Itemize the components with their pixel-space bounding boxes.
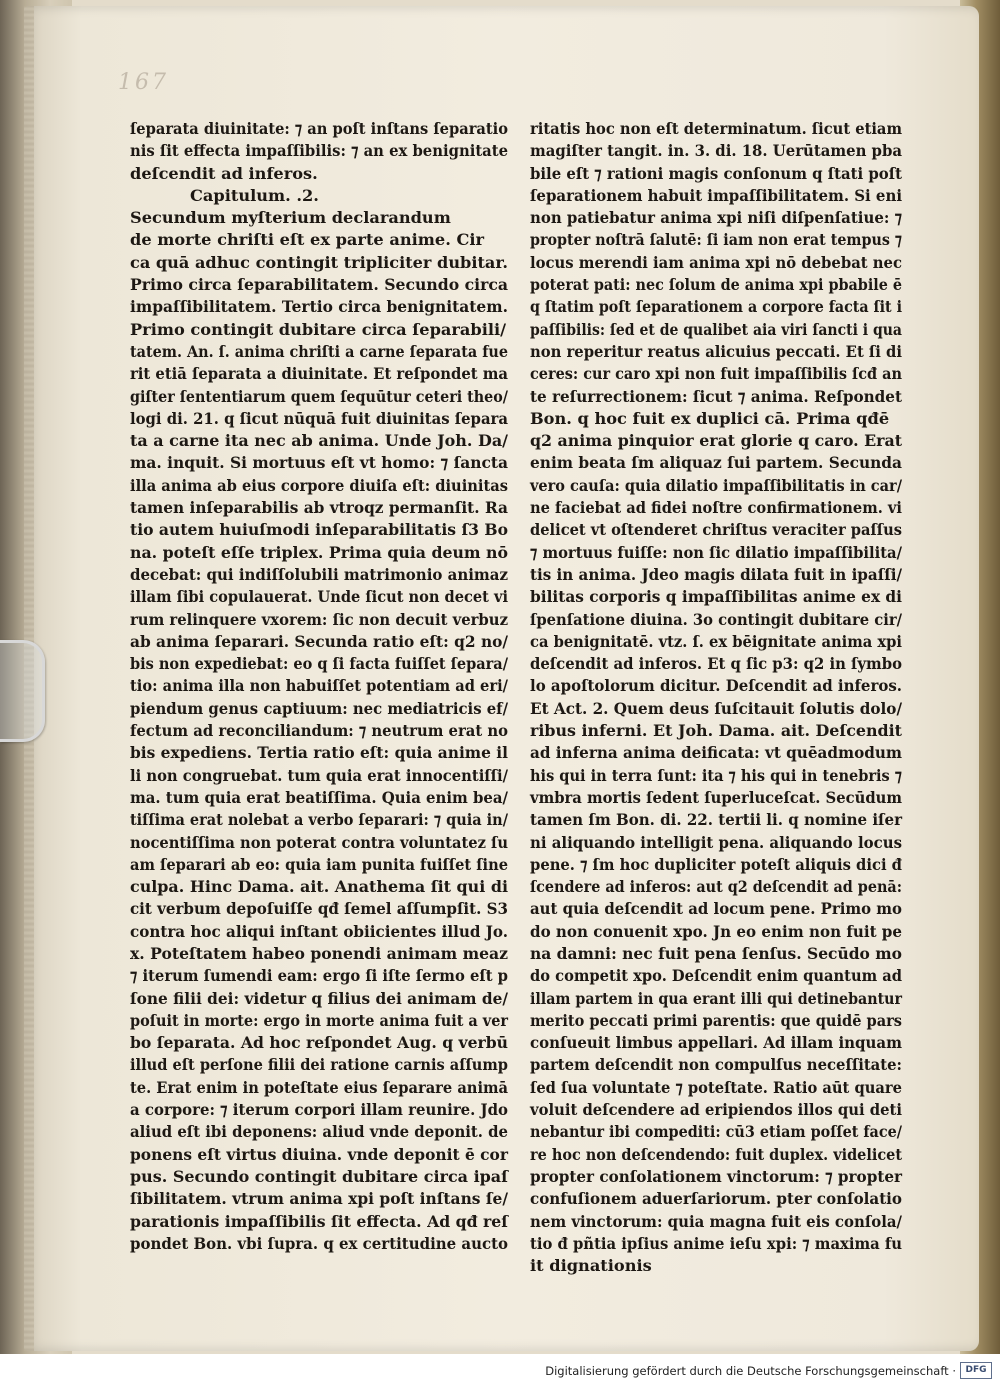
left-column-line: rum relinquere vxorem: ſic non decuit verbuz — [130, 609, 508, 629]
right-column-line: tio đ pñtia ipſius anime ieſu xpi: ⁊ maxima fu — [530, 1233, 902, 1253]
right-column-line: bile eſt ⁊ rationi magis conſonum q ſtati poſt — [530, 163, 902, 183]
right-column-line: tis in anima. Jdeo magis dilata fuit in ipaſſi/ — [530, 564, 902, 584]
left-column-line: illa anima ab eius corpore diuiſa eſt: diuinitas — [130, 475, 508, 495]
right-column-line: voluit deſcendere ad eripiendos illos qui deti — [530, 1100, 902, 1120]
left-column-line: te. Erat enim in poteſtate eius ſeparare animā — [130, 1077, 508, 1097]
left-column-line: parationis impaſſibilis ſit effecta. Ad qđ reſ — [130, 1211, 508, 1231]
left-column-line: a corpore: ⁊ iterum corpori illam reunire. Jdo — [130, 1100, 508, 1120]
right-column-line: Bon. q hoc fuit ex duplici cā. Prima qđē — [530, 408, 890, 428]
left-column-line: cit verbum depoſuiſſe qđ ſemel aſſumpſit. S3 — [130, 899, 508, 919]
right-column-line: vero cauſa: quia dilatio impaſſibilitatis in car/ — [530, 475, 902, 495]
left-column-line: decebat: qui indiſſolubili matrimonio animaz — [130, 564, 508, 584]
right-column-line: aut quia deſcendit ad locum pene. Primo mo — [530, 899, 902, 919]
right-column-line: do competit xpo. Deſcendit enim quantum ad — [530, 966, 902, 986]
left-column-line: tatem. An. ſ. anima chriſti a carne ſeparata fue — [130, 341, 508, 361]
footer-credit: Digitalisierung gefördert durch die Deutsche Forschungsgemeinschaft · — [545, 1364, 956, 1378]
left-column-line: aliud eſt ibi deponens: aliud vnde deponit. de — [130, 1122, 508, 1142]
right-column-line: ca benignitatē. vtz. ſ. ex bēignitate anima xpi — [530, 631, 902, 651]
left-column-line: na. poteſt eſſe triplex. Prima quia deum nō — [130, 542, 508, 562]
right-column-line: paſſibilis: ſed et de qualibet aia viri ſancti i qua — [530, 319, 902, 339]
right-column-line: ſeparationem habuit impaſſibilitatem. Si eni — [530, 185, 902, 205]
left-column-line: rit etiā ſeparata a diuinitate. Et reſpondet ma — [130, 364, 508, 384]
left-column-line: nis ſit effecta impaſſibilis: ⁊ an ex benignitate — [130, 141, 508, 161]
left-column-line: contra hoc aliqui inſtant obiicientes illud Jo. — [130, 921, 508, 941]
left-column-line: ma. tum quia erat beatiſſima. Quia enim bea/ — [130, 787, 508, 807]
right-column-line: ni aliquando intelligit pena. aliquando locus — [530, 832, 902, 852]
left-column-line: tiſſima erat nolebat a verbo ſeparari: ⁊ quia in/ — [130, 810, 508, 830]
left-column-line: piendum genus captiuum: nec mediatricis ef/ — [130, 698, 508, 718]
right-column-line: vmbra mortis ſedent ſuperluceſcat. Secūdum — [530, 787, 902, 807]
right-column-line: ſcendere ad inferos: aut q2 deſcendit ad penā: — [530, 877, 902, 897]
dfg-logo: DFG — [960, 1362, 992, 1379]
left-column-line: impaſſibilitatem. Tertio circa benignitatem. — [130, 297, 508, 317]
right-column-line: ⁊ mortuus fuiſſe: non ſic dilatio impaſſibilita/ — [530, 542, 902, 562]
left-column-line: nocentiſſima non poterat contra voluntatez ſu — [130, 832, 508, 852]
right-column-line: na damni: nec fuit pena ſenſus. Secūdo mo — [530, 943, 902, 963]
left-column-line: de morte chriſti eſt ex parte anime. Cir — [130, 230, 485, 250]
right-column-line: deſcendit ad inferos. Et q ſic p3: q2 in ſymbo — [530, 654, 902, 674]
left-column-line: bo ſeparata. Ad hoc reſpondet Aug. q verbū — [130, 1033, 508, 1053]
right-column-line: ne faciebat ad fidei noſtre confirmationem. vi — [530, 498, 902, 518]
left-column-line: illud eſt perſone filii dei ratione carnis aſſump — [130, 1055, 508, 1075]
left-column-line: pus. Secundo contingit dubitare circa ipaſ — [130, 1166, 508, 1186]
right-column-line: q ſtatim poſt ſeparationem a corpore facta ſit i — [530, 297, 902, 317]
left-column-line: ca quā adhuc contingit tripliciter dubitar. — [130, 252, 508, 272]
left-column-line: illam ſibi copulauerat. Unde ſicut non decet vi — [130, 587, 508, 607]
page-clip — [0, 640, 45, 742]
left-column-line: ſibilitatem. vtrum anima xpi poſt inſtans ſe/ — [130, 1189, 508, 1209]
footer-bar — [0, 1354, 1000, 1386]
right-column-line: propter conſolationem vinctorum: ⁊ propter — [530, 1166, 902, 1186]
left-column-line: tamen inſeparabilis ab vtroqz permanſit. Ra — [130, 498, 508, 518]
right-column-line: conſueuit limbus appellari. Ad illam inquam — [530, 1033, 902, 1053]
left-column-line: giſter ſententiarum quem ſequūtur ceteri theo/ — [130, 386, 508, 406]
right-column-line: non patiebatur anima xpi niſi diſpenſatiue: ⁊ — [530, 208, 902, 228]
right-text-column — [530, 118, 902, 1277]
right-column-line: poterat pati: nec ſolum de anima xpi pbabile ē — [530, 275, 902, 295]
right-column-line: propter noſtrā ſalutē: ſi iam non erat tempus ⁊ — [530, 230, 902, 250]
left-column-line: Primo contingit dubitare circa ſeparabili/ — [130, 319, 507, 339]
right-column-line: it dignationis — [530, 1256, 652, 1276]
right-column-line: te reſurrectionem: ſicut ⁊ anima. Reſpondet — [530, 386, 902, 406]
left-column-line: tio autem huiuſmodi inſeparabilitatis ſ3 Bo — [130, 520, 508, 540]
right-column-line: his qui in terra ſunt: ita ⁊ his qui in tenebris ⁊ — [530, 765, 902, 785]
right-column-line: delicet vt oſtenderet chriſtus veraciter paſſus — [530, 520, 902, 540]
left-column-line: bis expediens. Tertia ratio eſt: quia anime il — [130, 743, 508, 763]
right-column-line: non reperitur reatus alicuius peccati. Et ſi di — [530, 341, 902, 361]
right-column-line: partem deſcendit non compulſus neceſſitate: — [530, 1055, 902, 1075]
right-column-line: bilitas corporis q impaſſibilitas anime ex di — [530, 587, 902, 607]
left-column-line: ſeparata diuinitate: ⁊ an poſt inſtans ſeparatio — [130, 119, 508, 138]
left-column-line: Capitulum. .2. — [190, 185, 319, 205]
left-column-line: ſone filii dei: videtur q filius dei animam de/ — [130, 988, 508, 1008]
left-text-column — [130, 118, 508, 1255]
left-column-line: poſuit in morte: ergo in morte anima fuit a ver — [130, 1010, 508, 1030]
right-column-line: ſed ſua voluntate ⁊ poteſtate. Ratio aūt quare — [530, 1077, 902, 1097]
left-column-line: ab anima ſeparari. Secunda ratio eſt: q2 no/ — [130, 631, 508, 651]
right-column-line: tamen ſm Bon. di. 22. tertii li. q nomine iſer — [530, 810, 902, 830]
right-column-line: lo apoſtolorum dicitur. Deſcendit ad inferos. — [530, 676, 902, 696]
right-column-line: ribus inferni. Et Joh. Dama. ait. Deſcendit — [530, 721, 902, 741]
right-column-line: enim beata ſm aliquaz ſui partem. Secunda — [530, 453, 902, 473]
left-column-line: ponens eſt virtus diuina. vnde deponit ē cor — [130, 1144, 508, 1164]
right-column-line: confuſionem aduerſariorum. pter conſolatio — [530, 1189, 902, 1209]
right-column-line: ceres: cur caro xpi non fuit impaſſibilis ſcđ an — [530, 364, 902, 384]
left-column-line: tio: anima illa non habuiſſet potentiam ad eri/ — [130, 676, 508, 696]
right-column-line: illam partem in qua erant illi qui detinebantur — [530, 988, 902, 1008]
right-column-line: pene. ⁊ ſm hoc dupliciter poteſt aliquis dici đ — [530, 854, 902, 874]
left-column-line: li non congruebat. tum quia erat innocentiſſi/ — [130, 765, 508, 785]
left-column-line: logi di. 21. q ſicut nūquā fuit diuinitas ſepara — [130, 408, 508, 428]
folio-number: 167 — [118, 70, 169, 95]
left-column-line: am ſeparari ab eo: quia iam punita fuiſſet ſine — [130, 854, 508, 874]
right-column-line: ſpenſatione diuina. 3o contingit dubitare cir/ — [530, 609, 902, 629]
left-column-line: ⁊ iterum ſumendi eam: ergo ſi iſte ſermo eſt p — [130, 966, 508, 986]
right-column-line: q2 anima pinquior erat glorie q caro. Erat — [530, 431, 902, 451]
left-column-line: ta a carne ita nec ab anima. Unde Joh. Da/ — [130, 431, 508, 451]
right-column-line: locus merendi iam anima xpi nō debebat nec — [530, 252, 902, 272]
right-column-line: ritatis hoc non eſt determinatum. ſicut etiam — [530, 119, 902, 138]
left-column-line: Secundum myſterium declarandum — [130, 208, 451, 228]
right-column-line: re hoc non deſcendendo: fuit duplex. videlicet — [530, 1144, 902, 1164]
right-column-line: ad inferna anima deificata: vt quēadmodum — [530, 743, 902, 763]
right-column-line: magiſter tangit. in. 3. di. 18. Uerūtamen pba — [530, 141, 902, 161]
left-column-line: Primo circa ſeparabilitatem. Secundo circa — [130, 275, 508, 295]
right-column-line: nebantur ibi compediti: cū3 etiam poſſet face/ — [530, 1122, 902, 1142]
left-column-line: ma. inquit. Si mortuus eſt vt homo: ⁊ ſancta — [130, 453, 508, 473]
right-column-line: nem vinctorum: quia magna fuit eis conſola/ — [530, 1211, 902, 1231]
right-column-line: merito peccati primi parentis: que quidē pars — [530, 1010, 902, 1030]
right-column-line: do non conuenit xpo. Jn eo enim non fuit pe — [530, 921, 902, 941]
left-column-line: bis non expediebat: eo q ſi facta fuiſſet ſepara/ — [130, 654, 508, 674]
right-column-line: Et Act. 2. Quem deus ſuſcitauit ſolutis dolo/ — [530, 698, 902, 718]
left-column-line: pondet Bon. vbi ſupra. q ex certitudine aucto — [130, 1233, 508, 1253]
left-column-line: fectum ad reconciliandum: ⁊ neutrum erat no — [130, 721, 508, 741]
left-column-line: deſcendit ad inferos. — [130, 163, 318, 183]
left-column-line: x. Poteſtatem habeo ponendi animam meaz — [130, 943, 508, 963]
left-column-line: culpa. Hinc Dama. ait. Anathema ſit qui di — [130, 877, 508, 897]
